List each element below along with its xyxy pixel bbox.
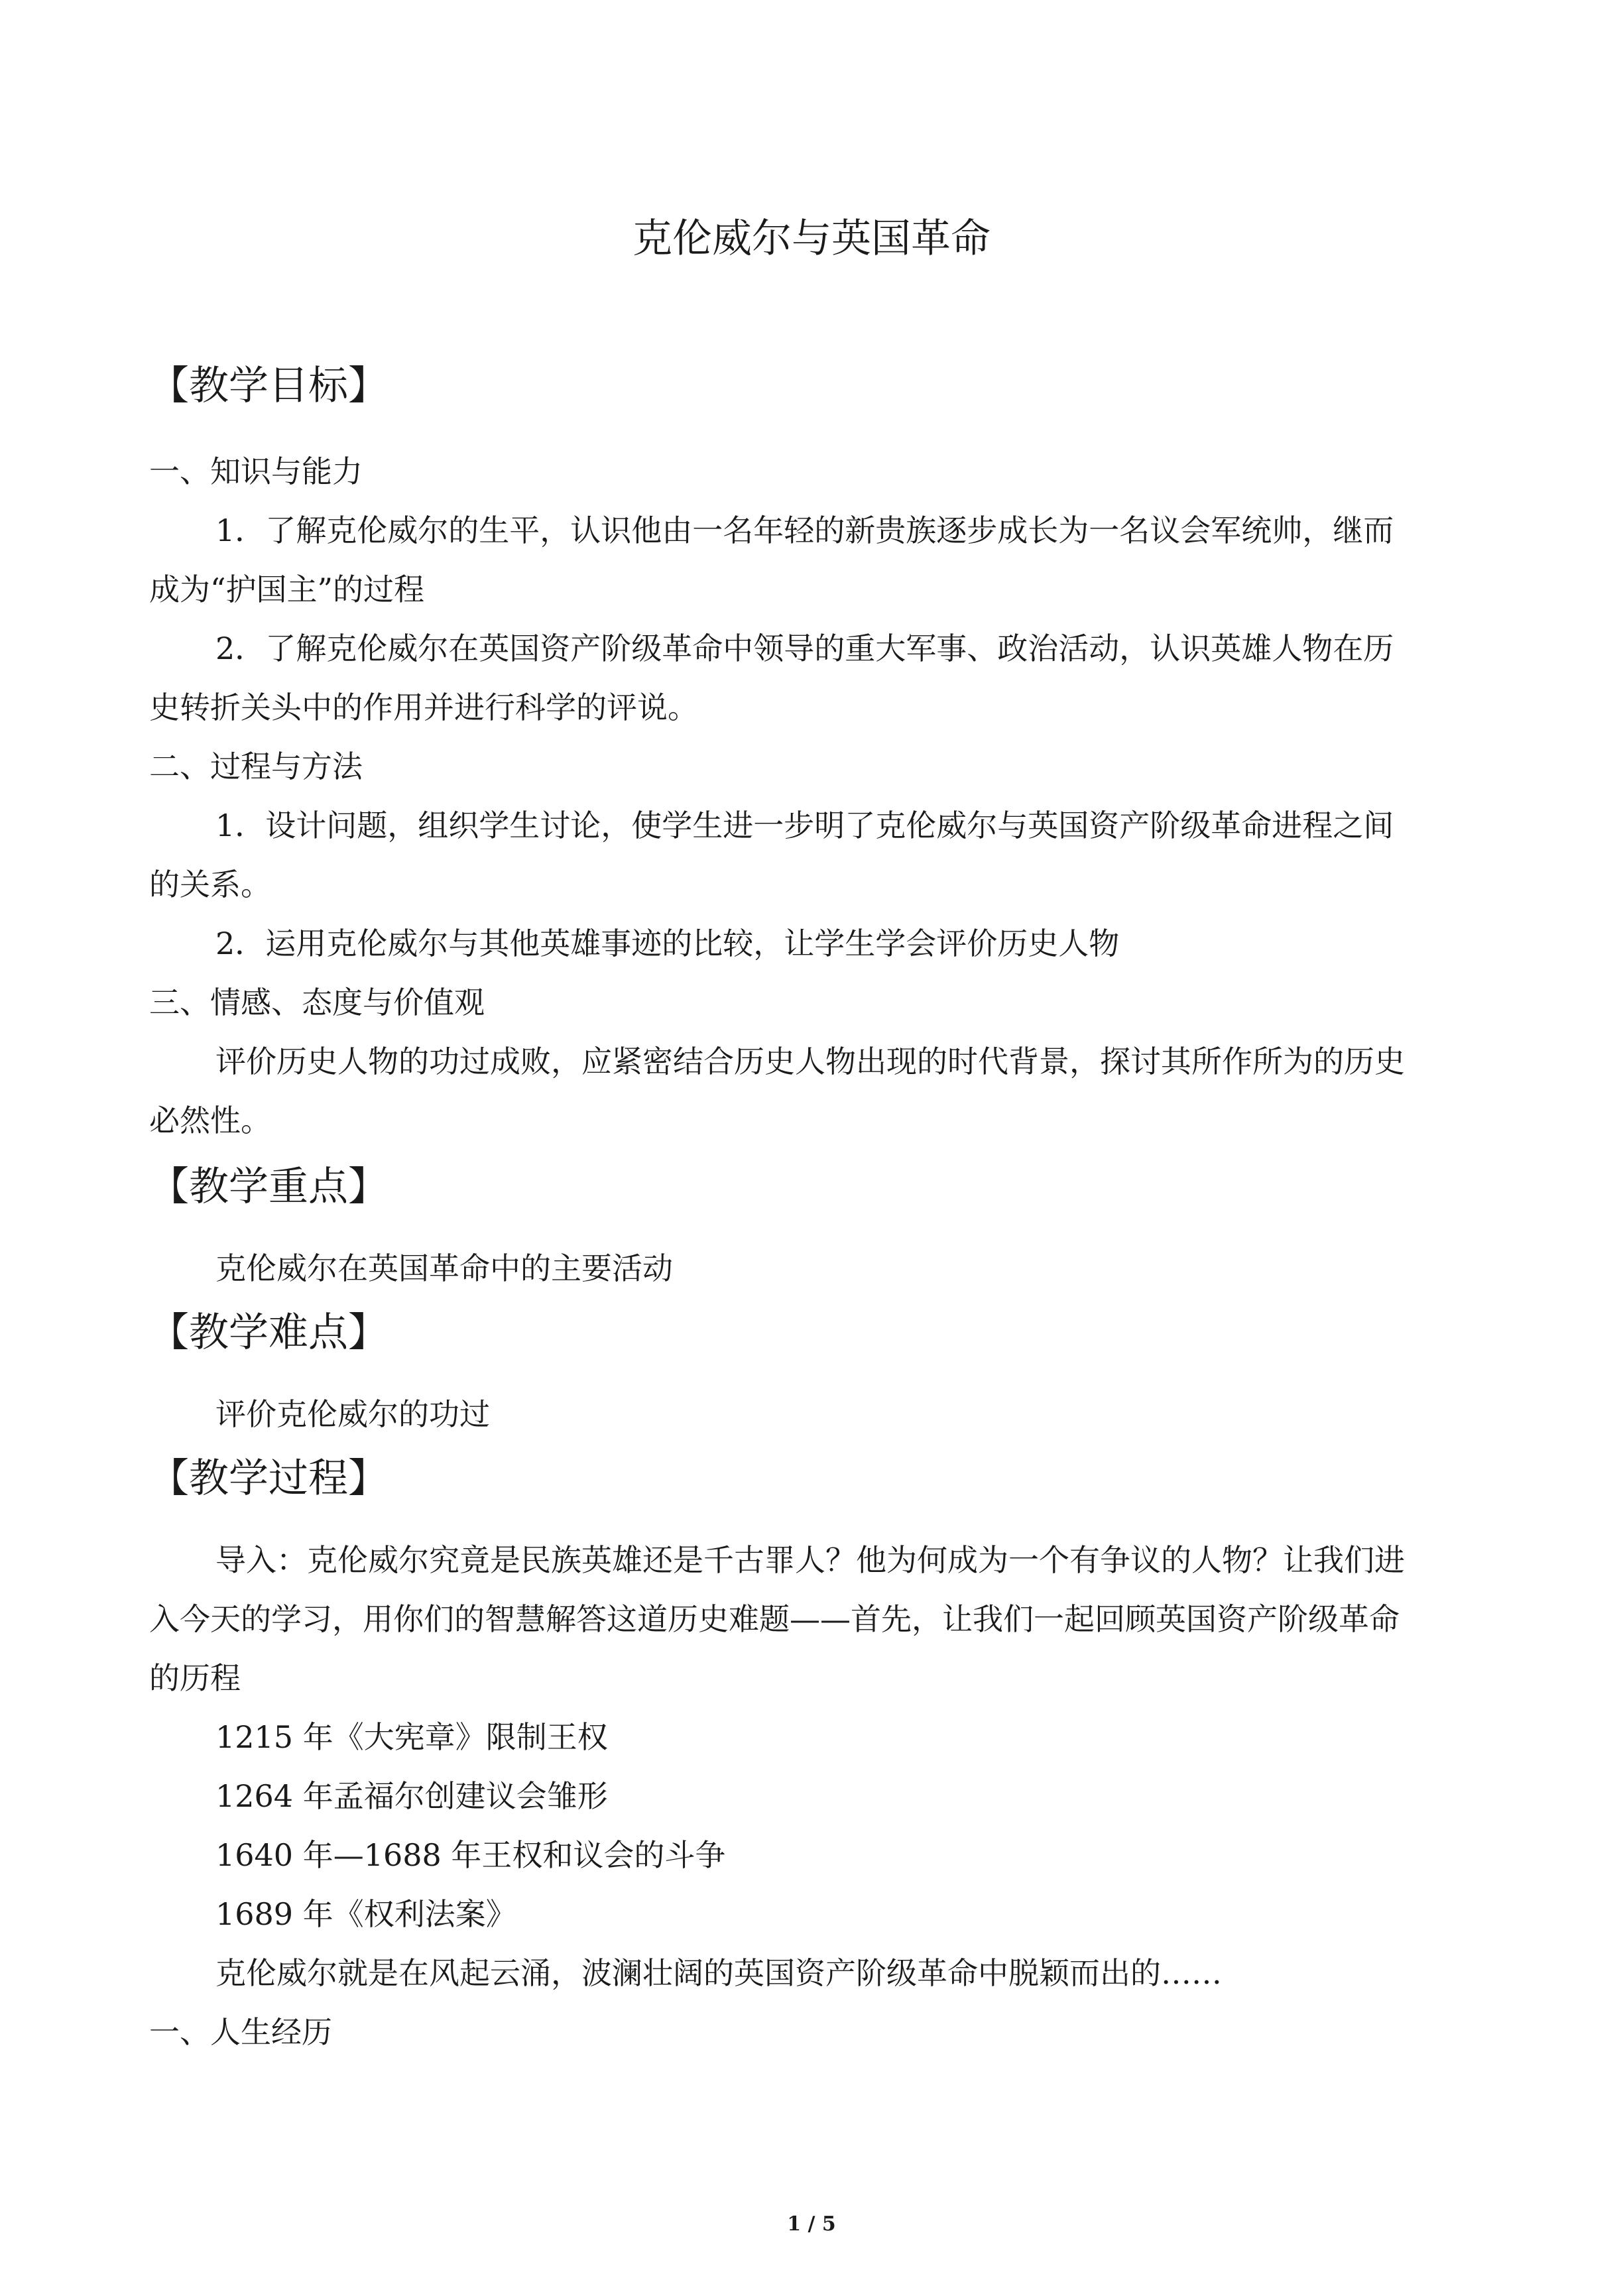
timeline-item-1264: 1264 年孟福尔创建议会雏形 [215, 1778, 608, 1814]
section-heading-key: 【教学重点】 [149, 1164, 388, 1210]
method-1-line-2: 的关系。 [149, 867, 271, 902]
method-1-line-1: 1．设计问题，组织学生讨论，使学生进一步明了克伦威尔与英国资产阶级革命进程之间 [215, 808, 1394, 843]
goal-2-line-1: 2．了解克伦威尔在英国资产阶级革命中领导的重大军事、政治活动，认识英雄人物在历 [215, 631, 1394, 666]
document-title: 克伦威尔与英国革命 [632, 215, 991, 262]
method-2: 2．运用克伦威尔与其他英雄事迹的比较，让学生学会评价历史人物 [215, 926, 1120, 961]
outro-text: 克伦威尔就是在风起云涌，波澜壮阔的英国资产阶级革命中脱颖而出的…… [215, 1955, 1222, 1991]
difficulty-text: 评价克伦威尔的功过 [215, 1396, 490, 1432]
subheading-life-experience: 一、人生经历 [149, 2014, 332, 2050]
intro-line-3: 的历程 [149, 1660, 241, 1696]
timeline-item-1215: 1215 年《大宪章》限制王权 [215, 1719, 608, 1755]
values-line-1: 评价历史人物的功过成败，应紧密结合历史人物出现的时代背景，探讨其所作所为的历史 [215, 1044, 1405, 1079]
subheading-knowledge: 一、知识与能力 [149, 453, 363, 489]
section-heading-goals: 【教学目标】 [149, 363, 388, 409]
section-heading-difficulty: 【教学难点】 [149, 1309, 388, 1356]
section-heading-process: 【教学过程】 [149, 1455, 388, 1502]
goal-1-line-1: 1．了解克伦威尔的生平，认识他由一名年轻的新贵族逐步成长为一名议会军统帅，继而 [215, 513, 1394, 548]
intro-line-1: 导入：克伦威尔究竟是民族英雄还是千古罪人？他为何成为一个有争议的人物？让我们进 [215, 1542, 1405, 1578]
goal-1-line-2: 成为“护国主”的过程 [149, 572, 425, 607]
subheading-values: 三、情感、态度与价值观 [149, 985, 485, 1020]
goal-2-line-2: 史转折关头中的作用并进行科学的评说。 [149, 690, 698, 725]
intro-line-2: 入今天的学习，用你们的智慧解答这道历史难题——首先，让我们一起回顾英国资产阶级革命 [149, 1601, 1400, 1637]
timeline-item-1640: 1640 年—1688 年王权和议会的斗争 [215, 1837, 726, 1873]
key-point-text: 克伦威尔在英国革命中的主要活动 [215, 1250, 673, 1286]
page-number: 1 / 5 [787, 2212, 836, 2236]
timeline-item-1689: 1689 年《权利法案》 [215, 1896, 516, 1932]
subheading-method: 二、过程与方法 [149, 749, 363, 784]
values-line-2: 必然性。 [149, 1103, 271, 1138]
